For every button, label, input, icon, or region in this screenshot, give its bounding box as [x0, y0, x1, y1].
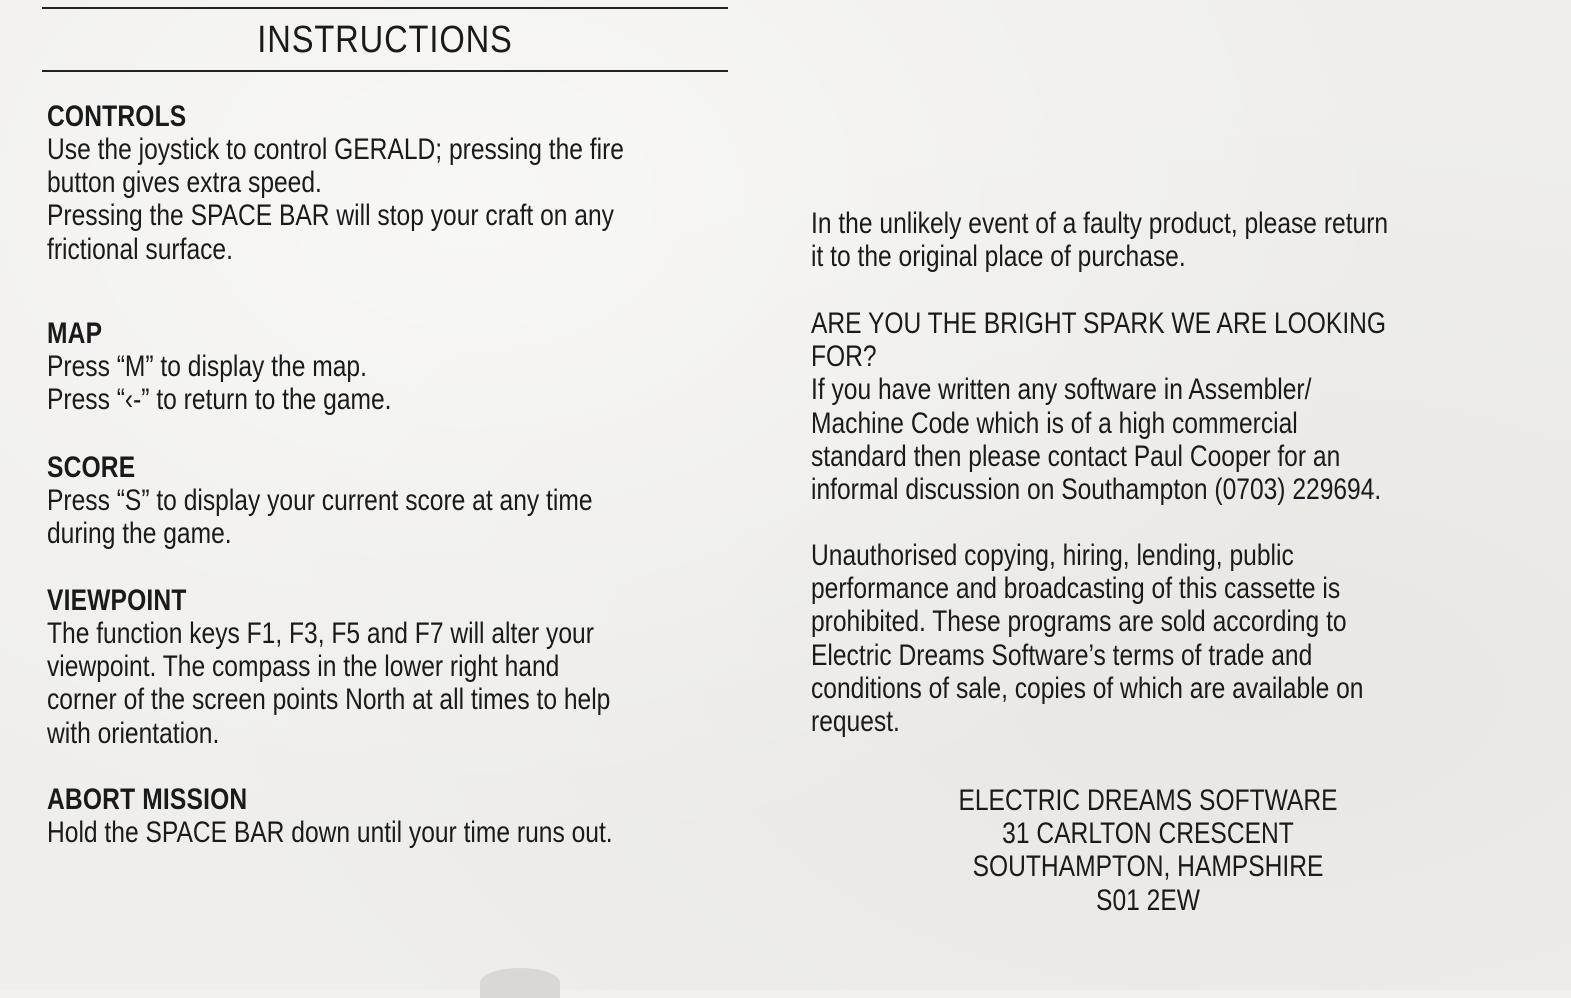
- copyright-line: performance and broadcasting of this cassette is: [811, 572, 1341, 606]
- bright-spark-line: ARE YOU THE BRIGHT SPARK WE ARE LOOKING: [811, 307, 1387, 340]
- score-section: [47, 451, 767, 550]
- address-line: SOUTHAMPTON, HAMPSHIRE: [972, 850, 1324, 884]
- bright-spark-paragraph: [811, 307, 1551, 506]
- copyright-line: Unauthorised copying, hiring, lending, public: [811, 539, 1294, 572]
- bright-spark-line: If you have written any software in Assembler/: [811, 373, 1312, 407]
- abort-mission-section: [47, 783, 767, 849]
- copyright-line: request.: [811, 705, 900, 739]
- copyright-line: Electric Dreams Software’s terms of trade and: [811, 638, 1313, 672]
- controls-section: [47, 100, 767, 266]
- copyright-paragraph: [811, 539, 1551, 738]
- controls-line: Pressing the SPACE BAR will stop your craft on any: [47, 199, 614, 233]
- viewpoint-line: with orientation.: [47, 716, 220, 750]
- faulty-product-line: it to the original place of purchase.: [811, 240, 1186, 274]
- controls-line: button gives extra speed.: [47, 166, 322, 200]
- viewpoint-line: The function keys F1, F3, F5 and F7 will alter your: [47, 617, 594, 650]
- viewpoint-section: [47, 584, 767, 750]
- viewpoint-line: viewpoint. The compass in the lower right hand: [47, 650, 560, 684]
- page-title: INSTRUCTIONS: [257, 19, 513, 61]
- controls-line: frictional surface.: [47, 232, 233, 266]
- copyright-line: conditions of sale, copies of which are available on: [811, 671, 1364, 705]
- address-line: ELECTRIC DREAMS SOFTWARE: [958, 784, 1338, 817]
- title-rule-top: [42, 7, 728, 9]
- publisher-address: [880, 784, 1416, 917]
- score-line: Press “S” to display your current score at any time: [47, 484, 593, 517]
- viewpoint-line: corner of the screen points North at all times to help: [47, 683, 611, 717]
- title-rule-bottom: [42, 70, 728, 72]
- faulty-product-line: In the unlikely event of a faulty product, please return: [811, 207, 1389, 240]
- copyright-line: prohibited. These programs are sold according to: [811, 605, 1347, 639]
- controls-heading: CONTROLS: [47, 100, 187, 133]
- bright-spark-line: FOR?: [811, 340, 877, 374]
- bright-spark-line: standard then please contact Paul Cooper for an: [811, 439, 1341, 473]
- address-line: S01 2EW: [1096, 883, 1200, 917]
- abort-mission-heading: ABORT MISSION: [47, 783, 248, 816]
- score-line: during the game.: [47, 517, 232, 551]
- faulty-product-paragraph: [811, 207, 1551, 273]
- abort-mission-line: Hold the SPACE BAR down until your time runs out.: [47, 816, 613, 849]
- bright-spark-line: informal discussion on Southampton (0703) 229694.: [811, 473, 1382, 507]
- bright-spark-line: Machine Code which is of a high commercial: [811, 406, 1298, 440]
- viewpoint-heading: VIEWPOINT: [47, 584, 187, 617]
- score-heading: SCORE: [47, 451, 136, 484]
- controls-line: Use the joystick to control GERALD; pressing the fire: [47, 133, 624, 166]
- map-section: [47, 317, 767, 416]
- address-line: 31 CARLTON CRESCENT: [1002, 817, 1294, 851]
- paper-smudge: [480, 968, 560, 998]
- map-heading: MAP: [47, 317, 103, 350]
- map-line: Press “‹-” to return to the game.: [47, 383, 392, 417]
- map-line: Press “M” to display the map.: [47, 350, 367, 383]
